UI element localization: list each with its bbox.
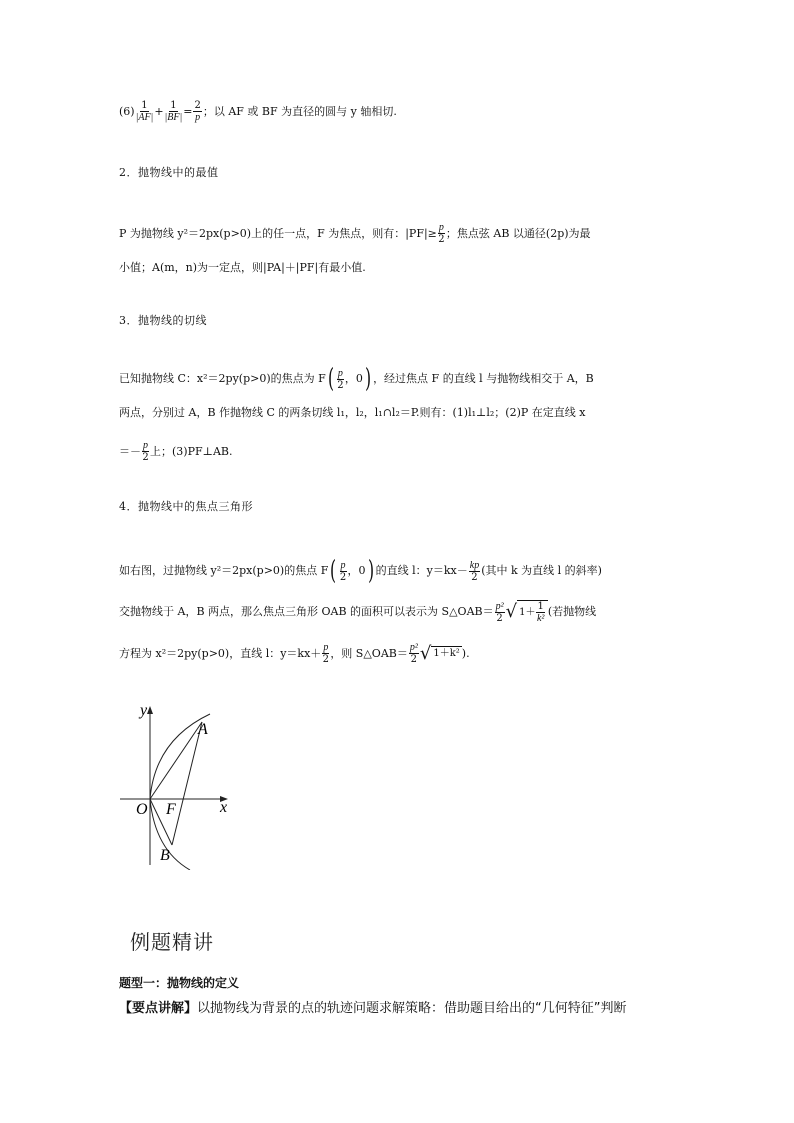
text-segment: ). — [461, 646, 470, 660]
text-segment: 方程为 x²＝2py(p>0)，直线 l：y＝kx＋ — [119, 646, 322, 660]
left-paren: ( — [327, 364, 334, 394]
text-segment: ，经过焦点 F 的直线 l 与抛物线相交于 A，B — [373, 372, 594, 385]
heading-tangent-lines: 3．抛物线的切线 — [119, 314, 207, 327]
label-y: y — [140, 702, 148, 719]
focal-triangle-line-2 — [119, 600, 679, 624]
fraction-p-over-2: $\frac{p}{2}$ — [337, 367, 344, 391]
property-6-line — [119, 100, 679, 123]
text-segment: 如右图，过抛物线 y²＝2px(p>0)的焦点 F — [119, 564, 329, 577]
text-segment: 已知抛物线 C：x²＝2py(p>0)的焦点为 F — [119, 372, 326, 385]
extreme-values-line-1 — [119, 222, 679, 245]
label-f: F — [166, 801, 176, 818]
heading-extreme-values: 2．抛物线中的最值 — [119, 166, 219, 179]
focal-triangle-line-3 — [119, 642, 679, 665]
fraction-p-over-2: $\frac{p}{2}$ — [339, 559, 347, 583]
fraction-kp-over-2: $\frac{kp}{2}$ — [469, 559, 480, 583]
text-segment: ，0 — [347, 564, 366, 577]
parabola-figure — [110, 700, 250, 870]
right-paren: ) — [367, 556, 374, 586]
fraction-p-over-2: $\frac{p}{2}$ — [142, 440, 149, 463]
label-o: O — [136, 801, 148, 818]
tangent-line-2: 两点，分别过 A，B 作抛物线 C 的两条切线 l₁，l₂，l₁∩l₂＝P.则有：(1)l₁⊥l₂；(2)P 在定直线 x — [119, 406, 586, 419]
sqrt-expression: √ 1＋k² — [419, 642, 460, 664]
sqrt-expression: √ 1＋ $\frac{1}{\text{k²}}$ — [506, 600, 548, 624]
text-segment: 上；(3)PF⊥AB. — [150, 444, 233, 458]
left-paren: ( — [330, 556, 337, 586]
label-x: x — [220, 799, 228, 816]
text-segment: (若抛物线 — [547, 605, 597, 618]
key-point-tag: 【要点讲解】 — [119, 1001, 198, 1016]
key-point-line — [119, 997, 684, 1016]
fraction-p2-over-2: $\frac{\text{p²}}{2}$ — [495, 600, 504, 624]
text-segment: 交抛物线于 A，B 两点，那么焦点三角形 OAB 的面积可以表示为 S△OAB＝ — [119, 605, 494, 618]
equals-sign: = — [183, 104, 193, 118]
extreme-values-line-2: 小值；A(m，n)为一定点，则|PA|＋|PF|有最小值. — [119, 261, 366, 274]
fraction-1-over-af: $\frac{1}{|AF|}$ — [135, 100, 154, 123]
text-segment: ；焦点弦 AB 以通径(2p)为最 — [445, 226, 591, 240]
text-segment: P 为抛物线 y²＝2px(p>0)上的任一点，F 为焦点，则有：|PF|≥ — [119, 226, 437, 240]
fraction-1-over-bf: $\frac{1}{|BF|}$ — [164, 100, 183, 123]
y-axis-arrow — [147, 706, 153, 714]
text-segment: 的直线 l：y＝kx－ — [375, 564, 468, 577]
property-6-text: ；以 AF 或 BF 为直径的圆与 y 轴相切. — [202, 104, 397, 118]
fraction-p-over-2: $\frac{p}{2}$ — [438, 222, 445, 245]
section-title: 例题精讲 — [130, 930, 214, 954]
fraction-p-over-2: $\frac{p}{2}$ — [322, 642, 329, 665]
tangent-line-1 — [119, 366, 679, 392]
plus-sign: + — [154, 104, 164, 118]
text-segment: ，0 — [344, 372, 363, 385]
text-segment: ＝－ — [119, 444, 141, 458]
text-segment: (其中 k 为直线 l 的斜率) — [481, 564, 602, 577]
fraction-2-over-p: $\frac{2}{p}$ — [194, 100, 201, 123]
focal-triangle-line-1 — [119, 558, 679, 584]
fraction-p2-over-2: $\frac{\text{p²}}{2}$ — [409, 642, 418, 665]
item-number: (6) — [119, 104, 135, 118]
segment-oa — [150, 722, 202, 799]
label-b: B — [160, 847, 170, 864]
tangent-line-3 — [119, 440, 679, 463]
type-title: 题型一：抛物线的定义 — [119, 976, 240, 990]
right-paren: ) — [364, 364, 372, 394]
chord-ab — [172, 722, 202, 845]
label-a: A — [198, 721, 208, 738]
heading-focal-triangle: 4．抛物线中的焦点三角形 — [119, 500, 253, 513]
text-segment: ，则 S△OAB＝ — [330, 646, 408, 660]
key-point-text: 以抛物线为背景的点的轨迹问题求解策略：借助题目给出的“几何特征”判断 — [197, 1001, 627, 1016]
